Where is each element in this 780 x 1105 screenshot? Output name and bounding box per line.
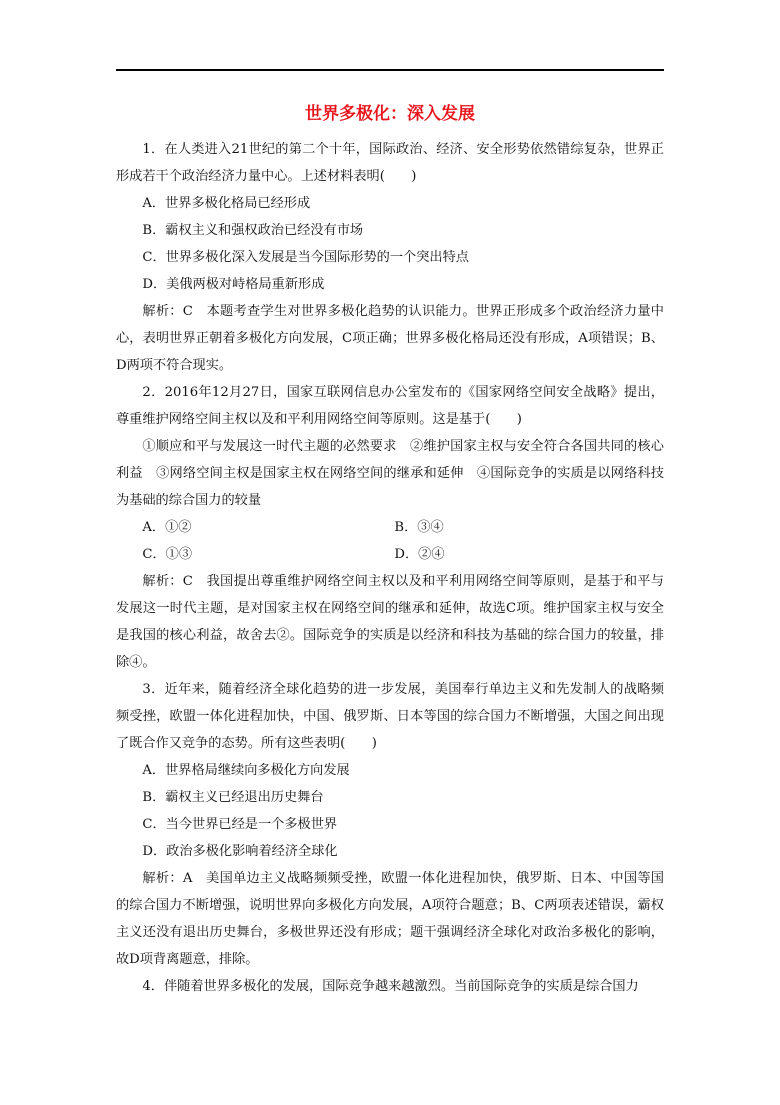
q3-option-b: B．霸权主义已经退出历史舞台: [142, 790, 324, 805]
q3-stem: 3．近年来，随着经济全球化趋势的进一步发展，美国奉行单边主义和先发制人的战略频频受挫，欧盟一体化进程加快，中国、俄罗斯、日本等国的综合国力不断增强，大国之间出现了既合作又竞争的态势。所有这些表明( ): [116, 682, 664, 751]
q2-analysis: 解析：C 我国提出尊重维护网络空间主权以及和平利用网络空间等原则，是基于和平与发展这一时代主题，是对国家主权在网络空间的继承和延伸，故选C项。维护国家主权与安全是我国的核心利益，故舍去②。国际竞争的实质是以经济和科技为基础的综合国力的较量，排除④。: [116, 574, 664, 670]
q3-option-c: C．当今世界已经是一个多极世界: [142, 817, 338, 832]
q2-option-b: B．③④: [394, 520, 444, 535]
q2-options-row-1: [116, 514, 664, 541]
q2-option-d: D．②④: [394, 547, 445, 562]
q3-option-d: D．政治多极化影响着经济全球化: [142, 844, 338, 859]
header-rule: [116, 69, 664, 71]
q4-stem: 4．伴随着世界多极化的发展，国际竞争越来越激烈。当前国际竞争的实质是综合国力: [142, 979, 639, 994]
q1-stem: 1．在人类进入21世纪的第二个十年，国际政治、经济、安全形势依然错综复杂，世界正形成若干个政治经济力量中心。上述材料表明( ): [116, 142, 664, 184]
document-title: 世界多极化：深入发展: [305, 104, 475, 124]
q1-option-d: D．美俄两极对峙格局重新形成: [142, 277, 325, 292]
q2-option-c: C．①③: [142, 547, 193, 562]
q2-stem: 2．2016年12月27日，国家互联网信息办公室发布的《国家网络空间安全战略》提出，尊重维护网络空间主权以及和平利用网络空间等原则。这是基于( ): [116, 385, 664, 427]
q3-analysis: 解析：A 美国单边主义战略频频受挫，欧盟一体化进程加快，俄罗斯、日本、中国等国的综合国力不断增强，说明世界向多极化方向发展，A项符合题意；B、C两项表述错误，霸权主义还没有退出历史舞台，多极世界还没有形成；题干强调经济全球化对政治多极化的影响，故D项背离题意，排除。: [116, 871, 664, 967]
q3-option-a: A．世界格局继续向多极化方向发展: [142, 763, 350, 778]
q1-option-b: B．霸权主义和强权政治已经没有市场: [142, 223, 364, 238]
q2-option-a: A．①②: [142, 520, 192, 535]
q2-items: ①顺应和平与发展这一时代主题的必然要求 ②维护国家主权与安全符合各国共同的核心利益 ③网络空间主权是国家主权在网络空间的继承和延伸 ④国际竞争的实质是以网络科技为基础的综合国力的较量: [116, 439, 664, 508]
q2-options-row-2: [116, 541, 664, 568]
document-body: [116, 136, 664, 1000]
q1-analysis: 解析：C 本题考查学生对世界多极化趋势的认识能力。世界正形成多个政治经济力量中心，表明世界正朝着多极化方向发展，C项正确；世界多极化格局还没有形成，A项错误；B、D两项不符合现实。: [116, 304, 664, 373]
q1-option-c: C．世界多极化深入发展是当今国际形势的一个突出特点: [142, 250, 469, 265]
q1-option-a: A．世界多极化格局已经形成: [142, 196, 311, 211]
